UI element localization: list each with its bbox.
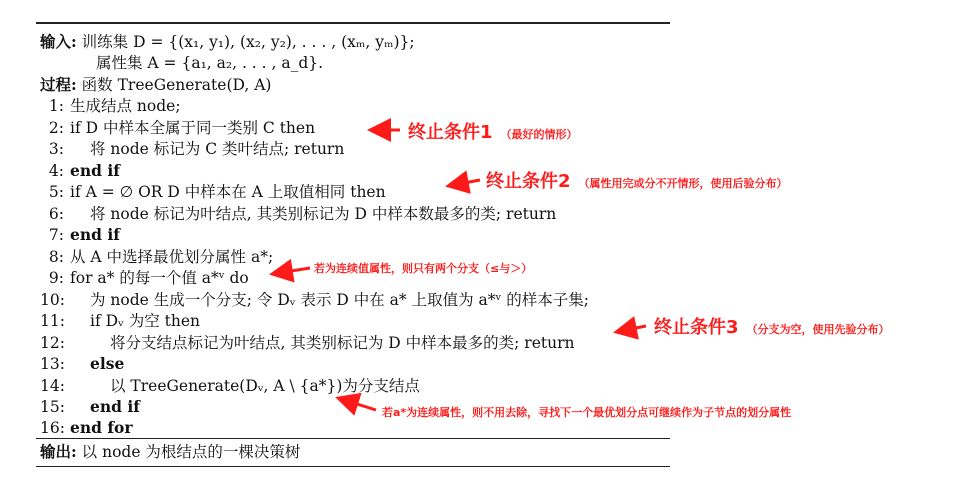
step-number: 10: [40,291,65,309]
stop-3-title: 终止条件3 [654,317,739,338]
continuous-reuse-note: 若a*为连续属性，则不用去除，寻找下一个最优划分点可继续作为子节点的划分属性 [382,406,792,419]
input-label: 输入: [40,32,77,51]
step-number: 13: [40,355,65,373]
step-1 [40,96,181,116]
step-text: 从 A 中选择最优划分属性 a*; [70,248,274,266]
step-text: 将 node 标记为叶结点, 其类别标记为 D 中样本数最多的类; return [90,205,557,223]
step-number: 11: [40,312,65,330]
middle-rule [36,438,670,439]
bottom-rule [36,466,670,467]
step-text: 生成结点 node; [70,97,181,115]
annotation-stop-1 [408,118,578,144]
annotation-continuous-reuse [382,404,791,420]
output-text: 以 node 为根结点的一棵决策树 [81,443,301,461]
step-number: 3: [48,140,64,158]
step-text: end if [70,225,120,244]
step-15 [40,397,140,417]
output-line [40,442,300,462]
step-number: 14: [40,377,65,395]
step-2 [40,118,315,138]
arrow-icon [338,398,376,410]
step-3 [40,139,344,159]
step-number: 2: [48,119,64,137]
step-number: 15: [40,398,65,416]
step-text: end if [90,397,140,416]
step-number: 6: [48,205,64,223]
step-text: 将分支结点标记为叶结点, 其类别标记为 D 中样本最多的类; return [110,334,575,352]
step-9 [40,268,249,288]
step-7 [40,225,120,245]
arrow-icon [448,180,480,186]
stop-2-note: （属性用完或分不开情形，使用后验分布） [578,177,788,190]
step-number: 8: [48,248,64,266]
process-text: 函数 TreeGenerate(D, A) [81,76,272,94]
step-text: for a* 的每一个值 a*ᵛ do [70,269,249,287]
step-13 [40,354,124,374]
input-training-set: 训练集 D = {(x₁, y₁), (x₂, y₂), . . . , (xₘ, yₘ)}; [81,33,415,51]
step-number: 9: [48,269,64,287]
step-11 [40,311,200,331]
top-rule [36,22,670,24]
continuous-branches-note: 若为连续值属性，则只有两个分支（≤与＞） [314,262,533,275]
step-number: 7: [48,226,64,244]
step-14 [40,376,420,396]
step-5 [40,182,386,202]
step-8 [40,247,273,267]
step-text: 将 node 标记为 C 类叶结点; return [90,140,345,158]
stop-1-note: （最好的情形） [500,128,578,141]
step-number: 4: [48,162,64,180]
step-6 [40,204,556,224]
step-4 [40,161,120,181]
stop-1-title: 终止条件1 [408,122,493,143]
step-number: 5: [48,183,64,201]
step-text: if D 中样本全属于同一类别 C then [70,119,316,137]
step-text: 为 node 生成一个分支; 令 Dᵥ 表示 D 中在 a* 上取值为 a*ᵛ 的样本子集; [90,291,589,309]
input-line-1 [40,32,415,52]
process-line [40,75,271,95]
stop-3-note: （分支为空，使用先验分布） [746,323,890,336]
step-number: 1: [48,97,64,115]
step-12 [40,333,574,353]
step-text: if Dᵥ 为空 then [90,312,201,330]
input-attribute-set: 属性集 A = {a₁, a₂, . . . , a_d}. [96,54,324,72]
annotation-stop-3 [654,313,890,339]
step-text: end if [70,161,120,180]
arrow-icon [616,326,646,332]
annotation-continuous-branches [314,260,532,276]
step-text: 以 TreeGenerate(Dᵥ, A \ {a*})为分支结点 [110,377,420,395]
step-text: end for [70,418,133,437]
arrow-icon [272,268,310,274]
stop-2-title: 终止条件2 [486,171,571,192]
step-16 [40,418,133,438]
process-label: 过程: [40,75,77,94]
step-10 [40,290,589,310]
output-label: 输出: [40,442,77,461]
step-number: 16: [40,419,65,437]
step-text: else [90,354,125,373]
input-line-2 [96,53,323,73]
step-text: if A = ∅ OR D 中样本在 A 上取值相同 then [70,183,386,201]
step-number: 12: [40,334,65,352]
annotation-stop-2 [486,167,788,193]
